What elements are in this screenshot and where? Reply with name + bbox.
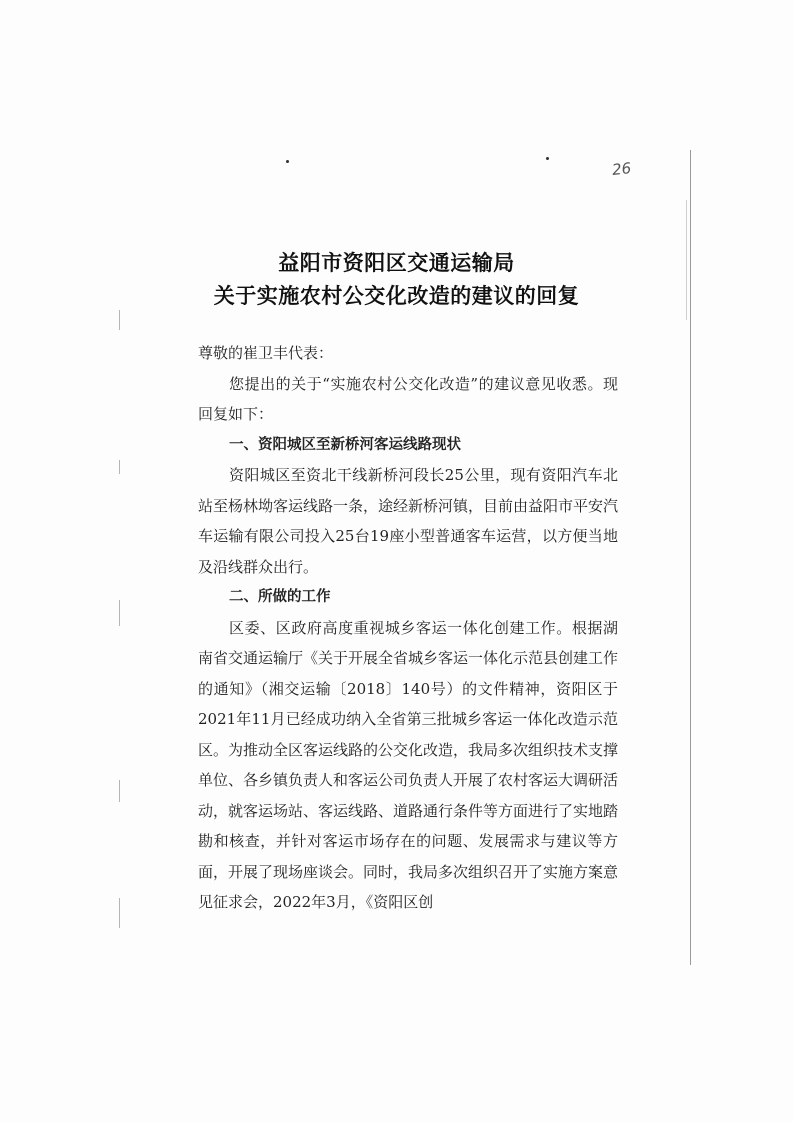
section-1-heading: 一、资阳城区至新桥河客运线路现状: [229, 436, 461, 453]
intro-paragraph: 您提出的关于“实施农村公交化改造”的建议意见收悉。现回复如下：: [198, 374, 618, 423]
binding-mark: [119, 780, 120, 802]
binding-mark: [119, 460, 120, 474]
scan-dot: [286, 160, 289, 163]
section-2-heading: 二、所做的工作: [229, 589, 331, 605]
document-title-line-2: 关于实施农村公交化改造的建议的回复: [213, 284, 580, 308]
page-number: 26: [611, 159, 632, 179]
document-body: [198, 338, 618, 918]
document-title-line-1: 益阳市资阳区交通运输局: [278, 251, 515, 275]
section-1-paragraph: 资阳城区至资北干线新桥河段长25公里，现有资阳汽车北站至杨林坳客运线路一条，途经新桥河镇，目前由益阳市平安汽车运输有限公司投入25台19座小型普通客车运营，以方便当地及沿线群众出行。: [198, 466, 619, 576]
binding-mark: [119, 898, 120, 928]
binding-mark: [119, 310, 120, 330]
section-2-paragraph: 区委、区政府高度重视城乡客运一体化创建工作。根据湖南省交通运输厅《关于开展全省城乡客运一体化示范县创建工作的通知》（湘交运输〔2018〕140号）的文件精神，资阳区于2021年11月已经成功纳入全省第三批城乡客运一体化改造示范区。为推动全区客运线路的公交化改造，我局多次组织技术支撑单位、各乡镇负责人和客运公司负责人开展了农村客运大调研活动，就客运场站、客运线路、道路通行条件等方面进行了实地踏勘和核查，并针对客运市场存在的问题、发展需求与建议等方面，开展了现场座谈会。同时，我局多次组织召开了实施方案意见征求会，2022年3月，《资阳区创: [198, 618, 619, 911]
salutation: 尊敬的崔卫丰代表：: [198, 344, 334, 362]
scan-dot: [546, 157, 549, 160]
binding-mark: [119, 600, 120, 626]
